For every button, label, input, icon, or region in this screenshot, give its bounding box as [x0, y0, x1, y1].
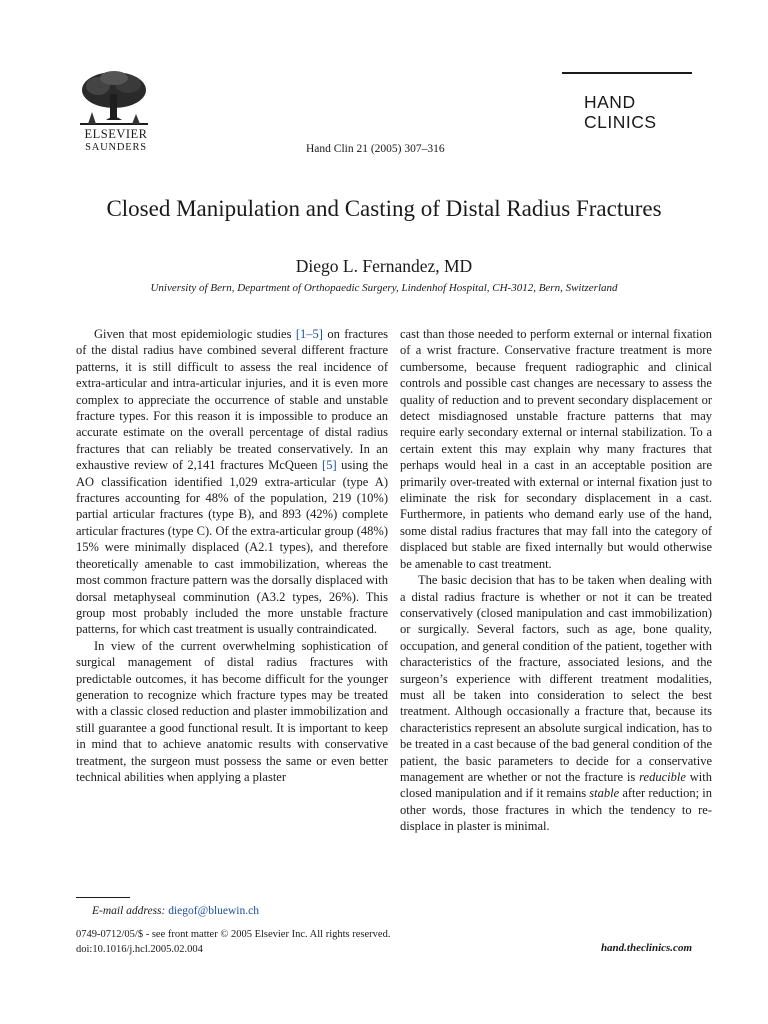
paragraph-4 — [400, 572, 712, 835]
paragraph-1-text-a: Given that most epidemiologic studies — [94, 327, 296, 341]
journal-name-line2: CLINICS — [584, 112, 657, 132]
footer-left — [76, 927, 390, 957]
paragraph-2: In view of the current overwhelming sophistication of surgical management of distal radius fractures with predictable outcomes, it has become difficult for the younger generation to recognize which fracture types may be treated with a classic closed reduction and plaster immobilization and still guarantee a good functional result. It is important to keep in mind that to achieve anatomic results with conservative treatment, the surgeon must possess the same or even better technical abilities when applying a plaster — [76, 638, 388, 784]
article-author: Diego L. Fernandez, MD — [295, 256, 473, 276]
paragraph-4-text-a: The basic decision that has to be taken when dealing with a distal radius fracture is whether or not it can be treated conservatively (closed manipulation and cast immobilization) or surgically. Several factors, such as age, bone quality, occupation, and general condition of the patient, together with characteristics of the fracture, associated lesions, and the surgeon’s experience with different treatment modalities, must all be taken into consideration to select the best treatment. Although occasionally a fracture that, because its characteristics represent an absolute surgical indication, has to be treated in a cast because of the bad general condition of the patient, the basic parameters to decide for a conservative management are whether or not the fracture is — [400, 573, 712, 784]
paragraph-4-emphasis-stable: stable — [589, 786, 620, 801]
journal-website[interactable]: hand.theclinics.com — [600, 942, 692, 954]
doi-line[interactable]: doi:10.1016/j.hcl.2005.02.004 — [76, 944, 203, 955]
body-column-right — [400, 326, 712, 835]
author-affiliation: University of Bern, Department of Orthopaedic Surgery, Lindenhof Hospital, CH-3012, Bern, Switzerland — [150, 282, 618, 294]
copyright-line: 0749-0712/05/$ - see front matter © 2005 Elsevier Inc. All rights reserved. — [76, 929, 391, 940]
journal-name — [584, 92, 692, 132]
footnote-rule — [76, 897, 130, 898]
paragraph-4-text-c: after reduction; in other words, those fractures in which the tendency to re-displace in plaster is minimal. — [400, 786, 713, 834]
journal-name-line1: HAND — [584, 92, 636, 112]
journal-rule — [562, 72, 692, 74]
journal-citation: Hand Clin 21 (2005) 307–316 — [306, 143, 445, 155]
footnote-label: E-mail address: — [92, 905, 166, 917]
reference-link-5[interactable]: [5] — [322, 458, 337, 473]
author-email-link[interactable]: diegof@bluewin.ch — [168, 905, 259, 917]
paragraph-4-text-b: with closed manipulation and if it remains — [400, 769, 712, 801]
reference-link-1-5[interactable]: [1–5] — [295, 327, 323, 341]
paragraph-4-emphasis-reducible: reducible — [639, 769, 686, 784]
body-column-left — [76, 326, 388, 785]
paragraph-1 — [76, 326, 388, 638]
publisher-name — [76, 128, 156, 154]
paragraph-1-text-c: using the AO classification identified 1,029 extra-articular (type A) fractures accounting for 48% of the population, 219 (10%) partial articular fractures (type B), and 893 (42%) complete articular fractures (type C). Of the extra-articular group (48%) 15% were minimally displaced (A2.1 types), and therefore theoretically amenable to cast immobilization, whereas the most common fracture pattern was the dorsally displaced with dorsal metaphyseal comminution (A3.2 types, 26%). This group most probably included the more unstable fracture patterns, for which cast treatment is usually contraindicated. — [76, 458, 388, 637]
publisher-line1: ELSEVIER — [84, 127, 148, 141]
paragraph-1-text-b: on fractures of the distal radius have combined several different fracture patterns, it is still difficult to assess the real incidence of extra-articular and intra-articular injuries, and it is even more complex to appreciate the occurrence of stable and unstable fracture types. For this reason it is impossible to produce an accurate estimate on the overall percentage of distal radius fractures that can reliably be treated conservatively. In an exhaustive review of 2,141 fractures McQueen — [76, 327, 388, 473]
article-title: Closed Manipulation and Casting of Distal Radius Fractures — [106, 196, 662, 221]
publisher-line2: SAUNDERS — [85, 142, 147, 153]
footnote — [92, 905, 259, 917]
paragraph-3: cast than those needed to perform external or internal fixation of a wrist fracture. Conservative fracture treatment is more cumbersome, because frequent radiographic and clinical controls and possible cast changes are necessary to assess the quality of reduction and to prevent secondary displacement or detect misdiagnosed unstable fracture patterns that may require early secondary external or internal stabilization. To a certain extent this may explain why many fractures that perhaps would heal in a cast in an acceptable position are primarily over-treated with external or internal fixation just to eliminate the risk for secondary displacement in a cast. Furthermore, in patients who demand early use of the hand, some distal radius fractures that may fall into the category of displaced but stable are fixed internally but would otherwise be amenable to cast treatment. — [400, 327, 712, 571]
